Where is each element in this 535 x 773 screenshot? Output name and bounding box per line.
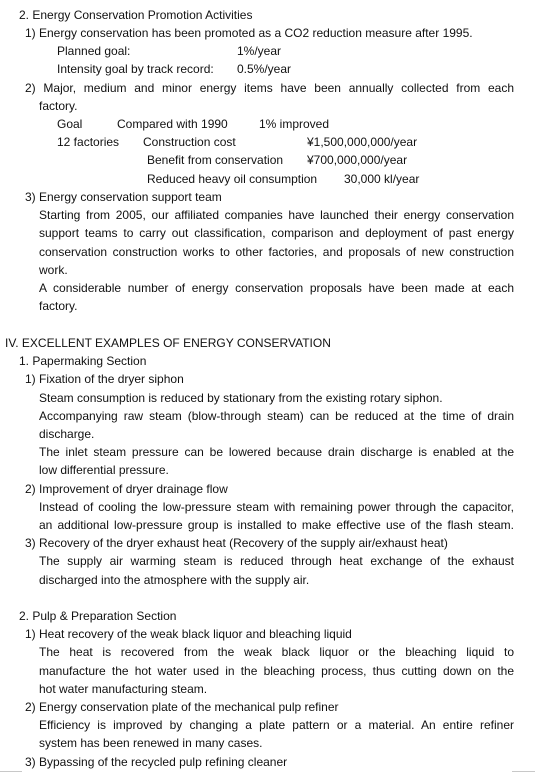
- page-edge-mark-left: [0, 771, 22, 772]
- goal-comparison: Compared with 1990: [117, 117, 228, 131]
- item-title: 1) Fixation of the dryer siphon: [25, 372, 184, 386]
- paragraph-line: Starting from 2005, our affiliated companies have launched their energy conservation: [39, 208, 514, 222]
- paragraph-line: The heat is recovered from the weak black liquor or the bleaching liquid to: [39, 645, 514, 659]
- goal-label: Goal: [57, 117, 83, 131]
- paragraph-line: an additional low-pressure group is installed to make effective use of the flash steam.: [39, 518, 514, 532]
- item-title: 2) Energy conservation plate of the mechanical pulp refiner: [25, 700, 339, 714]
- section-heading: 1. Papermaking Section: [19, 354, 147, 368]
- paragraph-line: Steam consumption is reduced by stationary from the existing rotary siphon.: [39, 391, 443, 405]
- paragraph-line: discharged into the atmosphere with the supply air.: [39, 573, 310, 587]
- paragraph-line: A considerable number of energy conservation proposals have been made at each: [39, 281, 514, 295]
- paragraph-line: manufacture the hot water used in the bleaching process, thus cutting down on the: [39, 664, 514, 678]
- item-title: 3) Recovery of the dryer exhaust heat (Recovery of the supply air/exhaust heat): [25, 536, 448, 550]
- intensity-goal-value: 0.5%/year: [237, 62, 292, 76]
- construction-cost-value: ¥1,500,000,000/year: [307, 135, 418, 149]
- planned-goal-value: 1%/year: [237, 44, 282, 58]
- paragraph-line: system has been renewed in many cases.: [39, 736, 263, 750]
- paragraph-line: hot water manufacturing steam.: [39, 682, 208, 696]
- paragraph-line: The inlet steam pressure can be lowered because drain discharge is enabled at the: [39, 445, 514, 459]
- goal-value: 1% improved: [259, 117, 330, 131]
- item-title: 2) Major, medium and minor energy items have been annually collected from each: [25, 81, 514, 95]
- paragraph-line: Instead of cooling the low-pressure steam with remaining power through the capacitor,: [39, 500, 514, 514]
- paragraph-line: low differential pressure.: [39, 463, 169, 477]
- paragraph-line: conservation construction works to other factories, and proposals of new construction: [39, 245, 514, 259]
- paragraph-line: work.: [39, 263, 68, 277]
- planned-goal-label: Planned goal:: [57, 44, 131, 58]
- item-title: 3) Energy conservation support team: [25, 190, 222, 204]
- paragraph-line: support teams to carry out classification, comparison and deployment of past energy: [39, 226, 514, 240]
- item-title: 1) Energy conservation has been promoted as a CO2 reduction measure after 1995.: [25, 26, 473, 40]
- factories-label: 12 factories: [57, 135, 120, 149]
- paragraph-line: The supply air warming steam is reduced through heat exchange of the exhaust: [39, 554, 514, 568]
- chapter-heading: IV. EXCELLENT EXAMPLES OF ENERGY CONSERVATION: [5, 336, 331, 350]
- oil-reduction-value: 30,000 kl/year: [344, 172, 420, 186]
- construction-cost-label: Construction cost: [143, 135, 236, 149]
- benefit-label: Benefit from conservation: [147, 153, 284, 167]
- section-heading: 2. Energy Conservation Promotion Activities: [19, 8, 253, 22]
- paragraph-line: Accompanying raw steam (blow-through steam) can be reduced at the time of drain: [39, 409, 514, 423]
- item-title: 2) Improvement of dryer drainage flow: [25, 482, 228, 496]
- oil-reduction-label: Reduced heavy oil consumption: [147, 172, 318, 186]
- intensity-goal-label: Intensity goal by track record:: [57, 62, 214, 76]
- item-title-continued: factory.: [39, 99, 78, 113]
- paragraph-line: Efficiency is improved by changing a plate pattern or a material. An entire refiner: [39, 718, 514, 732]
- paragraph-line: discharge.: [39, 427, 95, 441]
- page-edge-mark-right: [512, 771, 535, 772]
- item-title: 1) Heat recovery of the weak black liquor and bleaching liquid: [25, 627, 352, 641]
- paragraph-line: factory.: [39, 299, 78, 313]
- item-title: 3) Bypassing of the recycled pulp refining cleaner: [25, 755, 288, 769]
- benefit-value: ¥700,000,000/year: [307, 153, 408, 167]
- section-heading: 2. Pulp & Preparation Section: [19, 609, 177, 623]
